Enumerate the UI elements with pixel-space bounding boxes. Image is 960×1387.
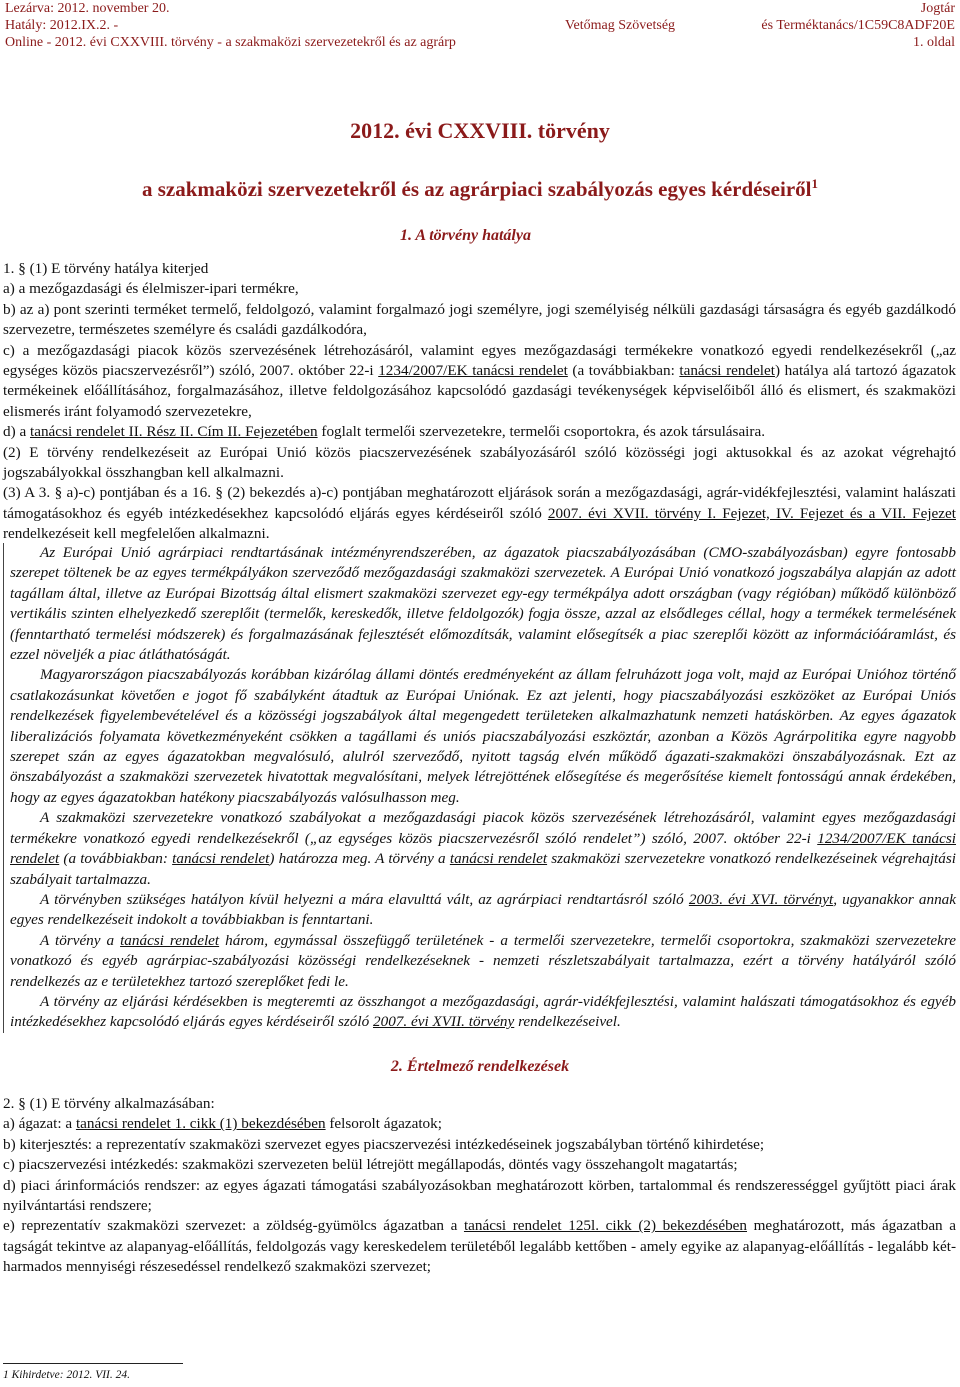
section-heading-2: 2. Értelmező rendelkezések: [390, 1058, 570, 1075]
header-hataly: Hatály: 2012.IX.2. -: [5, 18, 119, 33]
header-lezaras: Lezárva: 2012. november 20.: [5, 1, 170, 16]
header-jogtar: Jogtár: [920, 1, 955, 16]
law-title: 2012. évi CXXVIII. törvény: [350, 118, 610, 143]
link-tanacsi-rendelet-125l-cikk[interactable]: tanácsi rendelet 125l. cikk (2) bekezdésében: [463, 1217, 748, 1235]
par2-point-d: d) piaci árinformációs rendszer: az egyes ágazati támogatási szabályozásokban meghatározott körben, tartalommal és rendszerességgel gyűjtött piaci árak nyilvántartási rendszere;: [3, 1176, 956, 1215]
header-online-title: Online - 2012. évi CXXVIII. törvény - a szakmaközi szervezetekről és az agrárp: [5, 35, 456, 50]
footnote-1: 1 Kihirdetve: 2012. VII. 24.: [3, 1369, 131, 1381]
commentary-p1: Az Európai Unió agrárpiaci rendtartásának intézményrendszerében, az ágazatok piacszabályozásában (CMO-szabályozásban) egyre fontosabb szerepet töltenek be az egyes termékpályákon szerveződő mezőgazdasági szakmaközi szervezetek. A Európai Unió vonatkozó jogszabálya alapján az adott tagállam által, illetve az Európai Bizottság által elismert szakmaközi szervezet egy-egy termékpálya adott országban (vagy régióban) működő különböző vertikális szinten elhelyezkedő szereplőit (termelők, kereskedők, illetve feldolgozók) fogja össze, azzal az elsődleges céllal, hogy a termékek termelésének (fenntartható termelési módszerek) és forgalmazásának fejlesztését előmozdítsák, valamint elősegítsék a piac szereplői között az információáramlást, és ezzel növeljék a piac átláthatóságát.: [10, 544, 956, 664]
link-tanacsi-rendelet[interactable]: tanácsi rendelet: [679, 362, 775, 380]
link-tanacsi-rendelet-comment-3[interactable]: tanácsi rendelet: [120, 931, 220, 949]
paragraph-2: [3, 1094, 956, 1278]
commentary-p6: A törvény az eljárási kérdésekben is megteremti az összhangot a mezőgazdasági, agrár-vidékfejlesztési, valamint halászati támogatásokhoz és egyéb intézkedésekhez kapcsolódó eljárás egyes kérdéseiről szóló 2007. évi XVII. törvény rendelkezéseivel.: [10, 992, 956, 1031]
par1-point-b: b) az a) pont szerinti terméket termelő, feldolgozó, valamint forgalmazó jogi személyre, jogi személyiség nélküli gazdasági társaságra és egyéb gazdálkodó szervezetre, természetes személyre és családi gazdálkodóra,: [3, 300, 956, 339]
link-tanacsi-rendelet-comment-2[interactable]: tanácsi rendelet: [449, 850, 548, 868]
par1-subsection-3: (3) A 3. § a)-c) pontjában és a 16. § (2) bekezdés a)-c) pontjában meghatározott eljárások során a mezőgazdasági, agrár-vidékfejlesztési, valamint halászati támogatásokhoz és egyéb intézkedésekhez kapcsolódó eljárás egyes kérdéseiről szóló 2007. évi XVII. törvény I. Fejezet, IV. Fejezet és a VII. Fejezet rendelkezéseit kell megfelelően alkalmazni.: [3, 484, 956, 543]
link-2007-evi-xvii-torveny-comment[interactable]: 2007. évi XVII. törvény: [373, 1013, 515, 1031]
par1-point-a: a) a mezőgazdasági és élelmiszer-ipari termékre,: [3, 280, 299, 298]
link-tanacsi-rendelet-1-cikk[interactable]: tanácsi rendelet 1. cikk (1) bekezdésében: [75, 1115, 326, 1133]
link-2003-evi-xvi-torveny[interactable]: 2003. évi XVI. törvényt: [688, 890, 834, 908]
paragraph-1: [3, 259, 956, 545]
link-1234-2007-ek[interactable]: 1234/2007/EK tanácsi rendelet: [378, 362, 568, 380]
par2-point-e: e) reprezentatív szakmaközi szervezet: a zöldség-gyümölcs ágazatban a tanácsi rendelet 125l. cikk (2) bekezdésében meghatározott, más ágazatban a tagságát tekintve az alapanyag-előállítás, feldolgozás vagy kereskedelem területéből legalább kettőben - amely egyike az alapanyag-előállítás - legalább kétharmados mennyiségi részesedéssel rendelkező szakmaközi szervezet;: [3, 1217, 956, 1276]
commentary-p2: Magyarországon piacszabályozás korábban kizárólag állami döntés eredményeként az állam felruházott joga volt, majd az Európai Unióhoz történő csatlakozásunkat követően e jogot fő szabályként átadtuk az Európai Uniónak. Ez azt jelenti, hogy piacszabályozási eszközöket az Európai Uniós rendelkezések figyelembevételével és a közösségi jogszabályok által megengedett területeken alkalmazhatunk nemzeti hatáskörben. Az egyes ágazatok liberalizációs folyamata következményeként csökken a tagállami és uniós piacszabályozási eszköztár, azonban a Közös Agrárpolitika egyre nagyobb szerepet szán az egyes ágazatokban megvalósuló, alulról szerveződő, nyitott tagság elvén működő ágazati-szakmaközi önszabályozásnak. Ezt az önszabályozást a szakmaközi szervezetek hivatottak megvalósítani, melyek létrejöttének elősegítése és megerősítése kiemelt fontosságú annak érdekében, hogy az egyes ágazatokban hatékony piacszabályozás valósulhasson meg.: [10, 666, 956, 806]
par2-point-c: c) piacszervezési intézkedés: szakmaközi szervezeten belül létrejött megállapodás, döntés vagy összehangolt magatartás;: [3, 1156, 738, 1174]
commentary-block: [3, 543, 956, 1033]
header-publisher: Vetőmag Szövetség: [565, 18, 676, 33]
commentary-p3: A szakmaközi szervezetekre vonatkozó szabályokat a mezőgazdasági piacok közös szervezésének létrehozásáról, valamint egyes mezőgazdasági termékekre vonatkozó egyedi rendelkezésekről („az egységes közös piacszervezésről szóló rendelet”) szóló, 2007. október 22-i 1234/2007/EK tanácsi rendelet (a továbbiakban: tanácsi rendelet) határozza meg. A törvény a tanácsi rendelet szakmaközi szervezetekre vonatkozó rendelkezéseinek végrehajtási szabályait tartalmazza.: [10, 809, 957, 888]
link-tanacsi-rendelet-fejezet[interactable]: tanácsi rendelet II. Rész II. Cím II. Fejezetében: [30, 423, 318, 441]
par1-subsection-2: (2) E törvény rendelkezéseit az Európai Unió közös piacszervezésének szabályozásáról szóló közösségi jogi aktusokkal és az azokat végrehajtó jogszabályokkal összhangban kell alkalmazni.: [3, 443, 956, 482]
par1-point-c: c) a mezőgazdasági piacok közös szervezésének létrehozásáról, valamint egyes mezőgazdasági termékekre vonatkozó egyedi rendelkezésekről („az egységes közös piacszervezésről”) szóló, 2007. október 22-i 1234/2007/EK tanácsi rendelet (a továbbiakban: tanácsi rendelet) hatálya alá tartozó ágazatok termékeinek előállításához, forgalmazásához, illetve feldolgozásához kapcsolódó gazdasági tevékenységek képviselőiből álló és elismert, és szakmaközi elismerés iránt folyamodó szervezetekre,: [3, 341, 956, 420]
header-page-number: 1. oldal: [913, 35, 955, 50]
link-1234-2007-ek-comment[interactable]: 1234/2007/EK tanácsi rendelet: [10, 829, 957, 868]
commentary-p5: A törvény a tanácsi rendelet három, egymással összefüggő területének - a termelői szervezetekre, termelői csoportokra, szakmaközi szervezetekre vonatkozó és egyéb agrárpiac-szabályozási közösségi rendelkezéseknek - nemzeti részletszabályait tartalmazza, ezért a törvény hatályáról szóló rendelkezés az e területekhez tartozó szereplőket fedi le.: [10, 931, 956, 990]
par1-intro: 1. § (1) E törvény hatálya kiterjed: [3, 260, 209, 277]
footnote-ref[interactable]: 1: [811, 176, 818, 191]
footnote-separator: [3, 1363, 183, 1364]
link-tanacsi-rendelet-comment[interactable]: tanácsi rendelet: [172, 850, 270, 868]
commentary-p4: A törvényben szükséges hatályon kívül helyezni a mára elavulttá vált, az agrárpiaci rendtartásról szóló 2003. évi XVI. törvényt, ugyanakkor annak egyes rendelkezéseit indokolt a továbbiakban is fenntartani.: [10, 890, 957, 929]
par2-point-a: a) ágazat: a tanácsi rendelet 1. cikk (1) bekezdésében felsorolt ágazatok;: [3, 1115, 442, 1133]
law-subtitle: a szakmaközi szervezetekről és az agrárpiaci szabályozás egyes kérdéseiről$^1$: [142, 176, 818, 201]
section-heading-1: 1. A törvény hatálya: [400, 227, 531, 244]
par2-point-b: b) kiterjesztés: a reprezentatív szakmaközi szervezet egyes piacszervezési intézkedéseinek jogszabályban történő kihirdetése;: [3, 1135, 765, 1153]
header-docid: és Terméktanács/1C59C8ADF20E: [761, 18, 955, 33]
par1-point-d: d) a tanácsi rendelet II. Rész II. Cím II. Fejezetében foglalt termelői szervezetekre, termelői csoportokra, és azok társulásaira.: [3, 423, 766, 441]
link-2007-evi-xvii-torveny[interactable]: 2007. évi XVII. törvény I. Fejezet, IV. Fejezet és a VII. Fejezet: [547, 504, 956, 522]
par2-intro: 2. § (1) E törvény alkalmazásában:: [3, 1095, 215, 1112]
